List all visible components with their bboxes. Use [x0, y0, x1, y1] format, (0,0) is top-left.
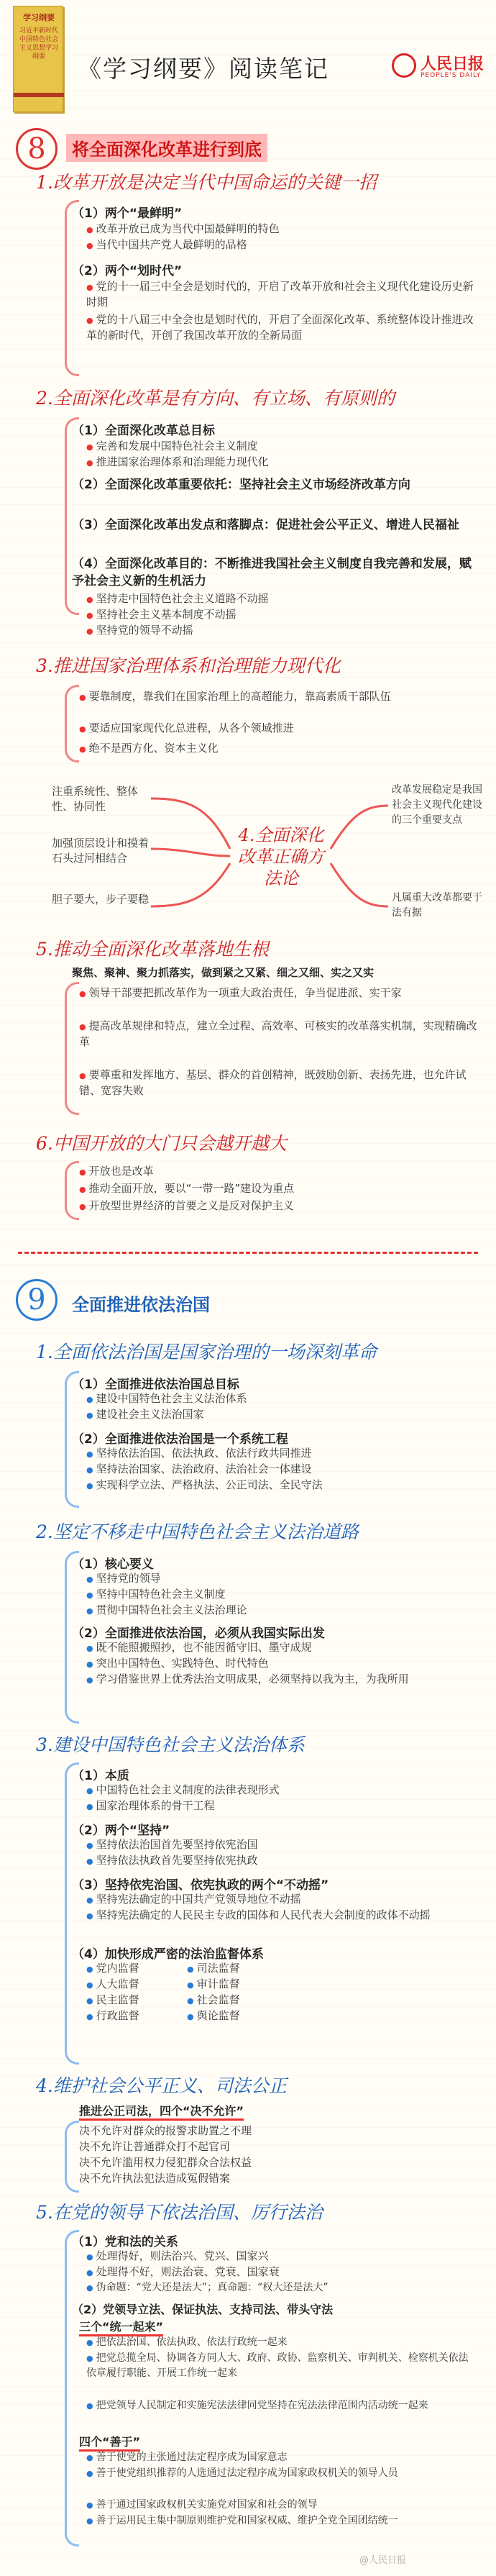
list-item: ● 领导干部要把抓改革作为一项重大政治责任，争当促进派、实干家: [79, 986, 482, 1001]
list-item: ● 社会监督: [187, 1993, 331, 2008]
list-item: ● 行政监督: [86, 2008, 230, 2024]
list-item: ● 中国特色社会主义制度的法律表现形式: [86, 1783, 474, 1798]
sub-heading: （1）两个“最鲜明”: [72, 206, 183, 221]
sub-heading: （1）本质: [72, 1769, 129, 1783]
list-item: 决不允许让普通群众打不起官司: [79, 2140, 231, 2153]
list-item: ● 舆论监督: [187, 2008, 331, 2024]
sub-heading: （2）两个“坚持”: [72, 1824, 170, 1838]
list-item: ● 善于使党组织推荐的人选通过法定程序成为国家政权机关的领导人员: [86, 2466, 474, 2481]
list-item: ● 坚持党的领导: [86, 1571, 474, 1587]
point-title: 6.中国开放的大门只会越开越大: [36, 1133, 287, 1154]
list-item: ● 要尊重和发挥地方、基层、群众的首创精神，既鼓励创新、表扬先进，也允许试错、宽容失败: [79, 1068, 482, 1098]
mindmap-right-item: 改革发展稳定是我国社会主义现代化建设的三个重要支点: [392, 784, 482, 826]
point-title: 1.全面依法治国是国家治理的一场深刻革命: [36, 1342, 377, 1362]
list-item: ● 学习借鉴世界上优秀法治文明成果，必须坚持以我为主，为我所用: [86, 1672, 474, 1688]
point-title: 2.坚定不移走中国特色社会主义法治道路: [36, 1521, 359, 1542]
list-item: ● 要适应国家现代化总进程，从各个领域推进: [79, 721, 474, 737]
sub-heading: （2）全面推进依法治国，必须从我国实际出发: [72, 1626, 325, 1641]
list-item: ● 坚持党的领导不动摇: [86, 623, 474, 639]
list-item: ● 党的十一届三中全会是划时代的，开启了改革开放和社会主义现代化建设历史新时期: [86, 279, 474, 310]
list-item: ● 党内监督: [86, 1961, 230, 1977]
logo-text: 人民日报: [421, 55, 484, 73]
point-title: 3.推进国家治理体系和治理能力现代化: [36, 655, 341, 676]
list-item: ● 善于通过国家政权机关实施党对国家和社会的领导: [86, 2498, 474, 2513]
list-item: 决不允许滥用权力侵犯群众合法权益: [79, 2156, 252, 2169]
mindmap-left-item: 注重系统性、整体性、协同性: [52, 785, 139, 813]
lead-text: 聚焦、聚神、聚力抓落实，做到紧之又紧、细之又细、实之又实: [72, 966, 375, 979]
book-cover: [13, 6, 63, 112]
bracket: [65, 200, 79, 376]
section-title: 全面推进依法治国: [72, 1294, 210, 1315]
bracket: [65, 2121, 79, 2193]
list-item: ● 推动全面开放，要以“一带一路”建设为重点: [79, 1181, 482, 1197]
list-item: ● 党的十八届三中全会也是划时代的，开启了全面深化改革、系统整体设计推进改革的新时代，开创了我国改革开放的全新局面: [86, 312, 474, 343]
list-item: ● 把党总揽全局、协调各方同人大、政府、政协、监察机关、审判机关、检察机关依法依章履行职能、开展工作统一起来: [86, 2351, 474, 2381]
list-item: ● 坚持法治国家、法治政府、法治社会一体建设: [86, 1462, 474, 1478]
lead-text: 推进公正司法，四个“决不允许”: [79, 2102, 244, 2121]
mindmap-left-item: 加强顶层设计和摸着石头过河相结合: [52, 837, 150, 865]
sub-heading: （1）党和法的关系: [72, 2235, 178, 2249]
book-line: 习近平新时代中国特色社会主义思想学习纲要: [19, 27, 58, 60]
list-item: ● 审计监督: [187, 1977, 331, 1993]
list-item: ● 把党领导人民制定和实施宪法法律同党坚持在宪法法律范围内活动统一起来: [86, 2398, 474, 2413]
list-item: 决不允许执法犯法造成冤假错案: [79, 2172, 231, 2185]
sub-heading: （2）全面推进依法治国是一个系统工程: [72, 1432, 288, 1447]
list-item: ● 善于运用民主集中制原则维护党和国家权威、维护全党全国团结统一: [86, 2513, 474, 2529]
page-title: 《学习纲要》阅读笔记: [78, 55, 329, 83]
sub-heading: （1）全面深化改革总目标: [72, 424, 215, 438]
mindmap-left-item: 胆子要大，步子要稳: [52, 893, 150, 906]
list-item: ● 坚持走中国特色社会主义道路不动摇: [86, 591, 474, 607]
list-item: ● 当代中国共产党人最鲜明的品格: [86, 237, 474, 253]
mindmap-center: [227, 824, 335, 889]
list-item: ● 处理得好，则法治兴、党兴、国家兴: [86, 2249, 474, 2265]
list-item: ● 改革开放已成为当代中国最鲜明的特色: [86, 222, 474, 237]
point-title: 1.改革开放是决定当代中国命运的关键一招: [36, 172, 377, 193]
bracket: [65, 685, 79, 763]
list-item: ● 实现科学立法、严格执法、公正司法、全民守法: [86, 1478, 474, 1493]
list-item: ● 坚持中国特色社会主义制度: [86, 1587, 474, 1603]
list-item: ● 开放型世界经济的首要之义是反对保护主义: [79, 1198, 482, 1214]
book-band: [14, 93, 64, 97]
list-item: ● 处理得不好，则法治衰、党衰、国家衰: [86, 2265, 474, 2280]
list-item: ● 完善和发展中国特色社会主义制度: [86, 439, 474, 455]
mindmap-center-line: 法论: [264, 868, 298, 888]
logo-sub: PEOPLE'S DAILY: [421, 72, 482, 79]
section-number: 9: [16, 1279, 58, 1321]
sub-heading: （3）坚持依宪治国、依宪执政的两个“不动摇”: [72, 1878, 329, 1893]
list-item: ● 伪命题：“党大还是法大”；真命题：“权大还是法大”: [86, 2280, 474, 2295]
list-item: ● 要靠制度，靠我们在国家治理上的高超能力，靠高素质干部队伍: [79, 689, 474, 705]
mindmap-center-line: 改革正确方: [238, 847, 324, 867]
list-item: ● 提高改革规律和特点，建立全过程、高效率、可核实的改革落实机制，实现精确改革: [79, 1019, 482, 1050]
list-item: ● 推进国家治理体系和治理能力现代化: [86, 455, 474, 470]
list-item: ● 坚持社会主义基本制度不动摇: [86, 607, 474, 623]
sub-heading: （1）核心要义: [72, 1557, 154, 1572]
logo: [392, 50, 485, 85]
sub-heading: （4）加快形成严密的法治监督体系: [72, 1947, 264, 1962]
list-item: ● 国家治理体系的骨干工程: [86, 1798, 474, 1814]
list-item: ● 坚持依法治国首先要坚持依宪治国: [86, 1837, 474, 1853]
logo-icon: [392, 53, 416, 78]
book-line: 学习纲要: [23, 13, 55, 22]
list-item: ● 突出中国特色、实践特色、时代特色: [86, 1656, 474, 1672]
sub-heading: （4）全面深化改革目的：不断推进我国社会主义制度自我完善和发展，赋予社会主义新的生机活力: [72, 557, 472, 588]
book-cover-title: [18, 14, 60, 61]
bracket: [65, 2230, 79, 2547]
sub-heading: （2）两个“划时代”: [72, 264, 183, 278]
bracket: [65, 982, 79, 1115]
sub-heading: （1）全面推进依法治国总目标: [72, 1378, 239, 1392]
watermark: @人民日报: [359, 2555, 407, 2566]
list-item: ● 坚持依法执政首先要坚持依宪执政: [86, 1853, 474, 1869]
mindmap-right-item: 凡属重大改革都要于法有据: [392, 892, 482, 919]
list-item: ● 建设社会主义法治国家: [86, 1407, 474, 1423]
list-item: ● 民主监督: [86, 1993, 230, 2008]
group-label: 三个“统一起来”: [79, 2318, 163, 2336]
list-item: ● 坚持宪法确定的人民民主专政的国体和人民代表大会制度的政体不动摇: [86, 1908, 474, 1924]
point-title: 4.维护社会公平正义、司法公正: [36, 2075, 287, 2096]
point-title: 5.在党的领导下依法治国、厉行法治: [36, 2202, 323, 2223]
list-item: ● 善于使党的主张通过法定程序成为国家意志: [86, 2450, 474, 2465]
point-title: 2.全面深化改革是有方向、有立场、有原则的: [36, 388, 395, 409]
section-number: 8: [16, 128, 58, 170]
sub-heading: （2）党领导立法、保证执法、支持司法、带头守法: [72, 2303, 334, 2316]
sub-heading: （3）全面深化改革出发点和落脚点：促进社会公平正义、增进人民福祉: [72, 518, 459, 532]
list-item: ● 建设中国特色社会主义法治体系: [86, 1391, 474, 1407]
list-item: ● 既不能照搬照抄，也不能因循守旧、墨守成规: [86, 1640, 474, 1656]
list-item: ● 把依法治国、依法执政、依法行政统一起来: [86, 2335, 474, 2350]
list-item: ● 司法监督: [187, 1961, 331, 1977]
list-item: ● 人大监督: [86, 1977, 230, 1993]
mindmap-center-line: 4.全面深化: [238, 825, 324, 845]
section-divider: [18, 1252, 478, 1254]
sub-heading: （2）全面深化改革重要依托：坚持社会主义市场经济改革方向: [72, 478, 410, 492]
bracket: [65, 1762, 79, 2065]
list-item: 决不允许对群众的报警求助置之不理: [79, 2124, 252, 2137]
list-item: ● 坚持依法治国、依法执政、依法行政共同推进: [86, 1446, 474, 1462]
list-item: ● 坚持宪法确定的中国共产党领导地位不动摇: [86, 1892, 474, 1908]
point-title: 3.建设中国特色社会主义法治体系: [36, 1734, 305, 1755]
point-title: 5.推动全面深化改革落地生根: [36, 939, 269, 960]
list-item: ● 开放也是改革: [79, 1164, 482, 1180]
header: [0, 0, 496, 121]
list-item: ● 绝不是西方化、资本主义化: [79, 741, 474, 757]
list-item: ● 贯彻中国特色社会主义法治理论: [86, 1603, 474, 1619]
section-title: 将全面深化改革进行到底: [66, 134, 267, 162]
group-label: 四个“善于”: [79, 2433, 140, 2452]
bracket: [65, 1161, 79, 1220]
